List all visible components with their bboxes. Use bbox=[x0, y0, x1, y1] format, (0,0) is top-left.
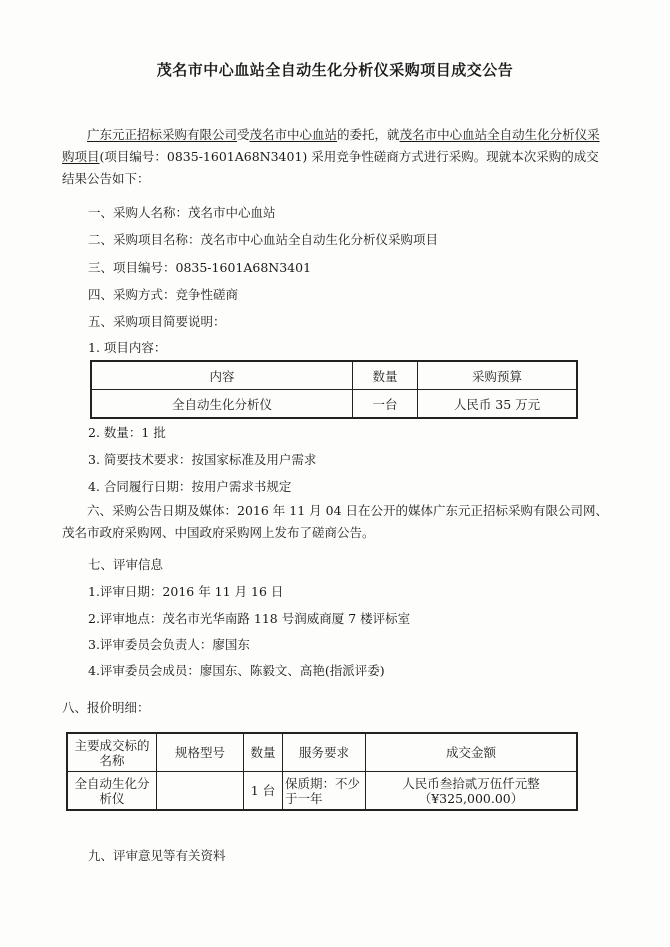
cell-spec bbox=[157, 772, 244, 811]
cell-content: 全自动生化分析仪 bbox=[91, 390, 353, 419]
section-review-info: 七、评审信息 bbox=[88, 557, 164, 572]
review-date: 1.评审日期：2016 年 11 月 16 日 bbox=[88, 584, 284, 599]
section-description: 五、采购项目简要说明： bbox=[88, 314, 226, 329]
quote-table bbox=[66, 732, 578, 811]
col-item-name: 主要成交标的名称 bbox=[67, 733, 157, 772]
cell-quantity: 一台 bbox=[353, 390, 418, 419]
amount-figure: （¥325,000.00） bbox=[418, 790, 524, 806]
cell-quantity: 1 台 bbox=[244, 772, 283, 811]
section-method: 四、采购方式：竞争性磋商 bbox=[88, 287, 239, 302]
col-spec: 规格型号 bbox=[157, 733, 244, 772]
review-members: 4.评审委员会成员：廖国东、陈毅文、高艳(指派评委) bbox=[88, 663, 385, 678]
col-service: 服务要求 bbox=[283, 733, 366, 772]
cell-budget: 人民币 35 万元 bbox=[418, 390, 578, 419]
col-budget: 采购预算 bbox=[418, 361, 578, 390]
project-name: 茂名市中心血站全自动生化分析仪采购项目 bbox=[62, 127, 600, 164]
document-title: 茂名市中心血站全自动生化分析仪采购项目成交公告 bbox=[156, 61, 514, 79]
table-row bbox=[67, 772, 577, 811]
table-row bbox=[91, 390, 577, 419]
section-project-number: 三、项目编号：0835-1601A68N3401 bbox=[88, 260, 312, 275]
review-location: 2.评审地点：茂名市光华南路 118 号润威商厦 7 楼评标室 bbox=[88, 611, 411, 626]
col-content: 内容 bbox=[91, 361, 353, 390]
intro-paragraph: 广东元正招标采购有限公司受茂名市中心血站的委托，就茂名市中心血站全自动生化分析仪采购项目(项目编号：0835-1601A68N3401) 采用竞争性磋商方式进行采购。现就本次采购的成交结果公告如下： bbox=[62, 127, 600, 186]
col-quantity: 数量 bbox=[244, 733, 283, 772]
section-buyer: 一、采购人名称：茂名市中心血站 bbox=[88, 205, 276, 220]
item-tech-requirements: 3. 简要技术要求：按国家标准及用户需求 bbox=[88, 452, 317, 467]
cell-service: 保质期：不少于一年 bbox=[283, 772, 366, 811]
cell-amount bbox=[366, 772, 578, 811]
col-amount: 成交金额 bbox=[366, 733, 578, 772]
table-header-row bbox=[67, 733, 577, 772]
item-content: 1. 项目内容： bbox=[88, 340, 167, 355]
amount-words: 人民币叁拾贰万伍仟元整 bbox=[402, 775, 540, 791]
buyer-name: 茂名市中心血站 bbox=[249, 127, 338, 142]
section-project-name: 二、采购项目名称：茂名市中心血站全自动生化分析仪采购项目 bbox=[88, 232, 439, 247]
item-quantity: 2. 数量：1 批 bbox=[88, 425, 166, 440]
table-header-row bbox=[91, 361, 577, 390]
section-review-opinions: 九、评审意见等有关资料 bbox=[88, 848, 226, 863]
section-quote-details: 八、报价明细： bbox=[62, 700, 150, 715]
review-chair: 3.评审委员会负责人：廖国东 bbox=[88, 637, 250, 652]
content-table bbox=[90, 360, 578, 419]
agency-name: 广东元正招标采购有限公司 bbox=[87, 127, 238, 142]
item-contract-date: 4. 合同履行日期：按用户需求书规定 bbox=[88, 479, 292, 494]
section-announcement: 六、采购公告日期及媒体：2016 年 11 月 04 日在公开的媒体广东元正招标采购有限公司网、茂名市政府采购网、中国政府采购网上发布了磋商公告。 bbox=[62, 503, 608, 540]
cell-item-name: 全自动生化分析仪 bbox=[67, 772, 157, 811]
col-quantity: 数量 bbox=[353, 361, 418, 390]
